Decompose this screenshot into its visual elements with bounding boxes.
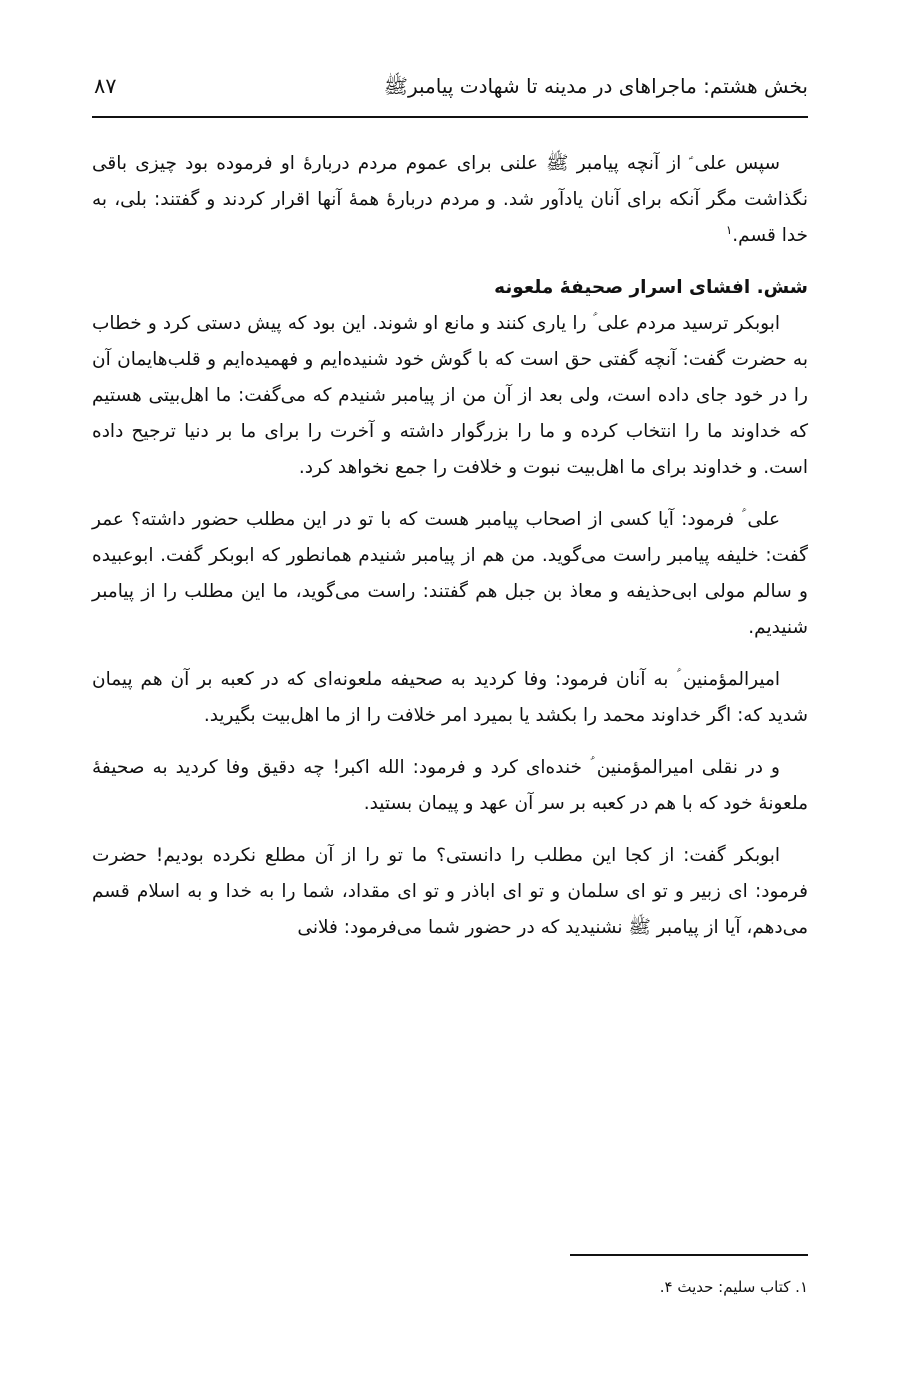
main-text: [92, 146, 808, 946]
footnote: ۱. کتاب سلیم: حدیث ۴.: [659, 1278, 808, 1296]
paragraph-4: امیرالمؤمنین ؑ به آنان فرمود: وفا کردید به صحیفه ملعونه‌ای که در کعبه بر آن هم پیمان شدید که: اگر خداوند محمد را بکشد یا بمیرد امر خلافت را از ما اهل‌بیت بگیرید.: [92, 669, 808, 726]
paragraph-2: ابوبکر ترسید مردم علی ؑ را یاری کنند و مانع او شوند. این بود که پیش دستی کرد و خطاب به حضرت گفت: آنچه گفتی حق است که با گوش خود شنیده‌ایم و فهمیده‌ایم و قلب‌هایمان آن را در خود جای داده است، ولی بعد از آن من از پیامبر شنیدم که می‌گفت: ما اهل‌بیتی هستیم که خداوند ما را انتخاب کرده و ما را بزرگوار داشته و آخرت را برای ما بر دنیا ترجیح داده است. و خداوند برای ما اهل‌بیت نبوت و خلافت را جمع نخواهد کرد.: [92, 313, 808, 478]
paragraph-1-text: سپس علی ؑ از آنچه پیامبر ﷺ علنی برای عموم مردم دربارهٔ او فرموده بود چیزی باقی نگذاشت مگر آنکه برای آنان یادآور شد. و مردم دربارهٔ همهٔ آنها اقرار کردند و گفتند: بلی، به خدا قسم.: [92, 153, 808, 246]
chapter-title: بخش هشتم: ماجراهای در مدینه تا شهادت پیامبرﷺ: [383, 74, 808, 98]
page-number: ۸۷: [94, 74, 117, 98]
paragraph-5: و در نقلی امیرالمؤمنین ؑ خنده‌ای کرد و فرمود: الله اکبر! چه دقیق وفا کردید به صحیفهٔ ملعونهٔ خود که با هم در کعبه بر سر آن عهد و پیمان بستید.: [92, 757, 808, 814]
header-divider: [92, 116, 808, 118]
paragraph-3: علی ؑ فرمود: آیا کسی از اصحاب پیامبر هست که با تو در این مطلب حضور داشته؟ عمر گفت: خلیفه پیامبر راست می‌گوید. من هم از پیامبر شنیدم همانطور که ابوبکر گفت. ابوعبیده و سالم مولی ابی‌حذیفه و معاذ بن جبل هم گفتند: راست می‌گوید، ما این مطلب را از پیامبر شنیدیم.: [92, 509, 808, 638]
paragraph-1: [92, 146, 808, 254]
paragraph-6: ابوبکر گفت: از کجا این مطلب را دانستی؟ ما تو را از آن مطلع نکرده بودیم! حضرت فرمود: ای زبیر و تو ای سلمان و تو ای اباذر و تو ای مقداد، شما را به خدا و به اسلام قسم می‌دهم، آیا از پیامبر ﷺ نشنیدید که در حضور شما می‌فرمود: فلانی: [92, 845, 808, 938]
footnote-reference: ۱: [725, 222, 733, 237]
book-page: [92, 0, 808, 1390]
footnote-divider: [570, 1254, 808, 1256]
running-header: [92, 72, 808, 106]
section-heading: شش. افشای اسرار صحیفهٔ ملعونه: [494, 277, 808, 298]
